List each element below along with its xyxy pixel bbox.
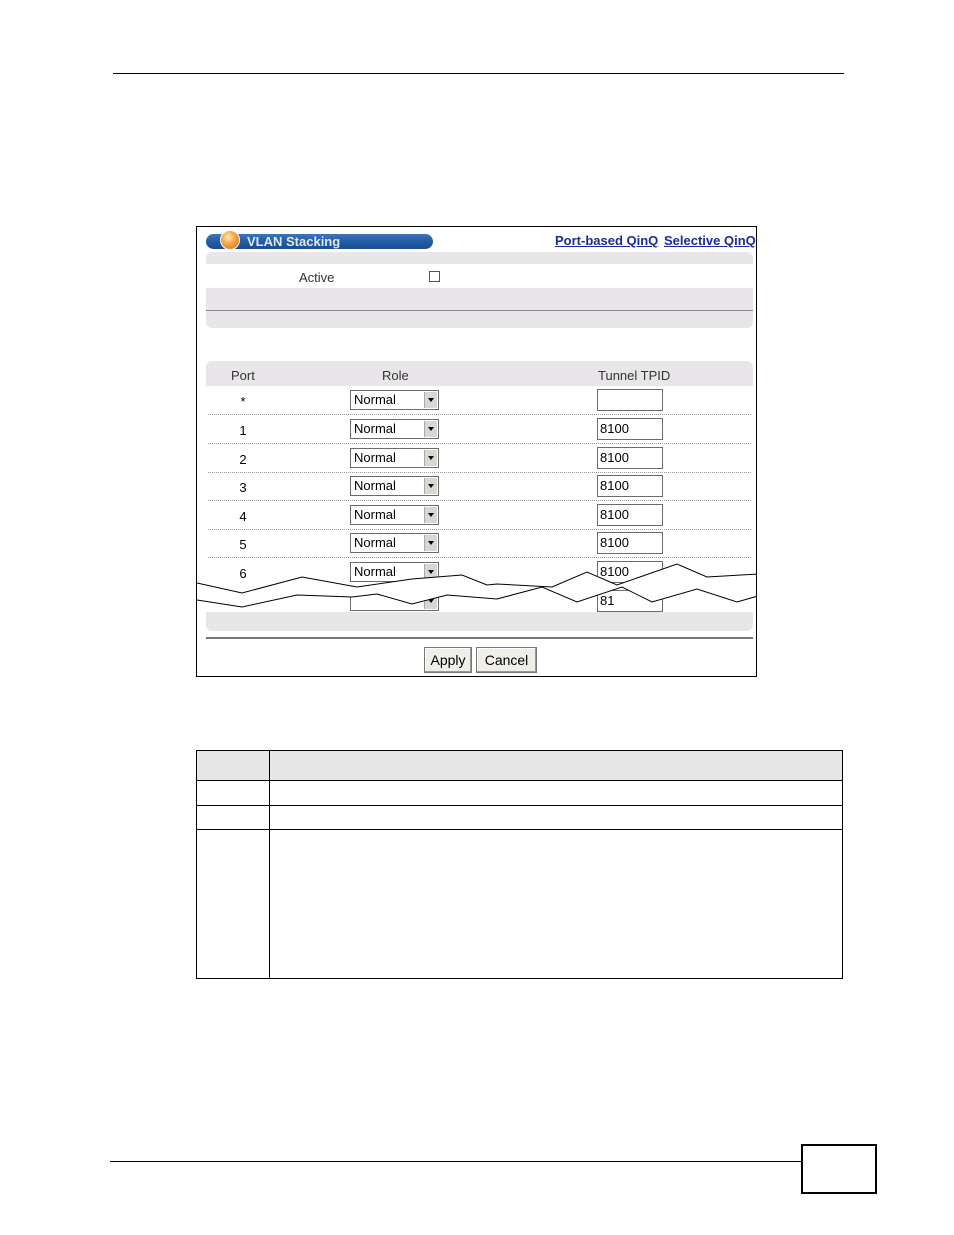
cancel-button[interactable]: Cancel [476, 647, 537, 673]
chevron-down-icon [424, 450, 437, 466]
chevron-down-icon [424, 535, 437, 551]
row-divider [208, 443, 751, 444]
tunnel-tpid-input[interactable]: 8100 [597, 504, 663, 526]
title-orb-icon [220, 230, 240, 250]
selective-qinq-link[interactable]: Selective QinQ [664, 233, 756, 248]
table-header-row [197, 751, 842, 781]
column-divider [269, 751, 270, 978]
footer-rule [110, 1161, 802, 1162]
active-row [206, 264, 753, 288]
screen-title: VLAN Stacking [206, 234, 433, 249]
port-cell: 5 [239, 537, 247, 552]
vlan-stacking-screen [196, 226, 757, 677]
button-divider [206, 637, 753, 639]
port-cell: * [240, 394, 246, 409]
page-break-tear [197, 562, 757, 622]
chevron-down-icon [424, 478, 437, 494]
description-table [196, 750, 843, 979]
role-value: Normal [354, 450, 396, 465]
port-cell: 4 [239, 509, 247, 524]
tunnel-tpid-input[interactable]: 8100 [597, 532, 663, 554]
role-select[interactable] [350, 505, 439, 525]
role-value: Normal [354, 507, 396, 522]
page-number-box [801, 1144, 877, 1194]
role-value: Normal [354, 392, 396, 407]
chevron-down-icon [424, 392, 437, 408]
role-select[interactable] [350, 419, 439, 439]
tunnel-tpid-input[interactable]: 8100 [597, 561, 663, 583]
tunnel-tpid-input[interactable]: 8100 [597, 447, 663, 469]
tunnel-tpid-input[interactable]: 81 [597, 590, 663, 612]
role-select[interactable] [350, 533, 439, 553]
table-row-divider [197, 829, 842, 830]
role-value: Normal [354, 564, 396, 579]
tunnel-tpid-input[interactable] [597, 389, 663, 411]
tunnel-tpid-input[interactable]: 8100 [597, 418, 663, 440]
row-divider [208, 414, 751, 415]
port-column-header: Port [231, 368, 255, 383]
role-value: Normal [354, 421, 396, 436]
role-value: Normal [354, 535, 396, 550]
port-based-qinq-link[interactable]: Port-based QinQ [555, 233, 659, 248]
role-select[interactable] [350, 448, 439, 468]
role-column-header: Role [382, 368, 409, 383]
role-value: Normal [354, 478, 396, 493]
role-select[interactable] [350, 476, 439, 496]
row-divider [208, 500, 751, 501]
active-label: Active [299, 270, 335, 285]
row-divider [208, 557, 751, 558]
port-cell: 6 [239, 566, 247, 581]
port-cell: 3 [239, 480, 247, 495]
chevron-down-icon [424, 507, 437, 523]
row-divider [208, 472, 751, 473]
header-rule [113, 73, 844, 74]
port-cell: 2 [239, 452, 247, 467]
row-divider [208, 529, 751, 530]
chevron-down-icon [424, 421, 437, 437]
tunnel-tpid-input[interactable]: 8100 [597, 475, 663, 497]
port-cell: 1 [239, 423, 247, 438]
tunnel-tpid-column-header: Tunnel TPID [598, 368, 671, 383]
active-checkbox[interactable] [429, 271, 440, 282]
apply-button[interactable]: Apply [424, 647, 472, 673]
table-row-divider [197, 805, 842, 806]
role-select[interactable] [350, 390, 439, 410]
section-divider [206, 310, 753, 311]
